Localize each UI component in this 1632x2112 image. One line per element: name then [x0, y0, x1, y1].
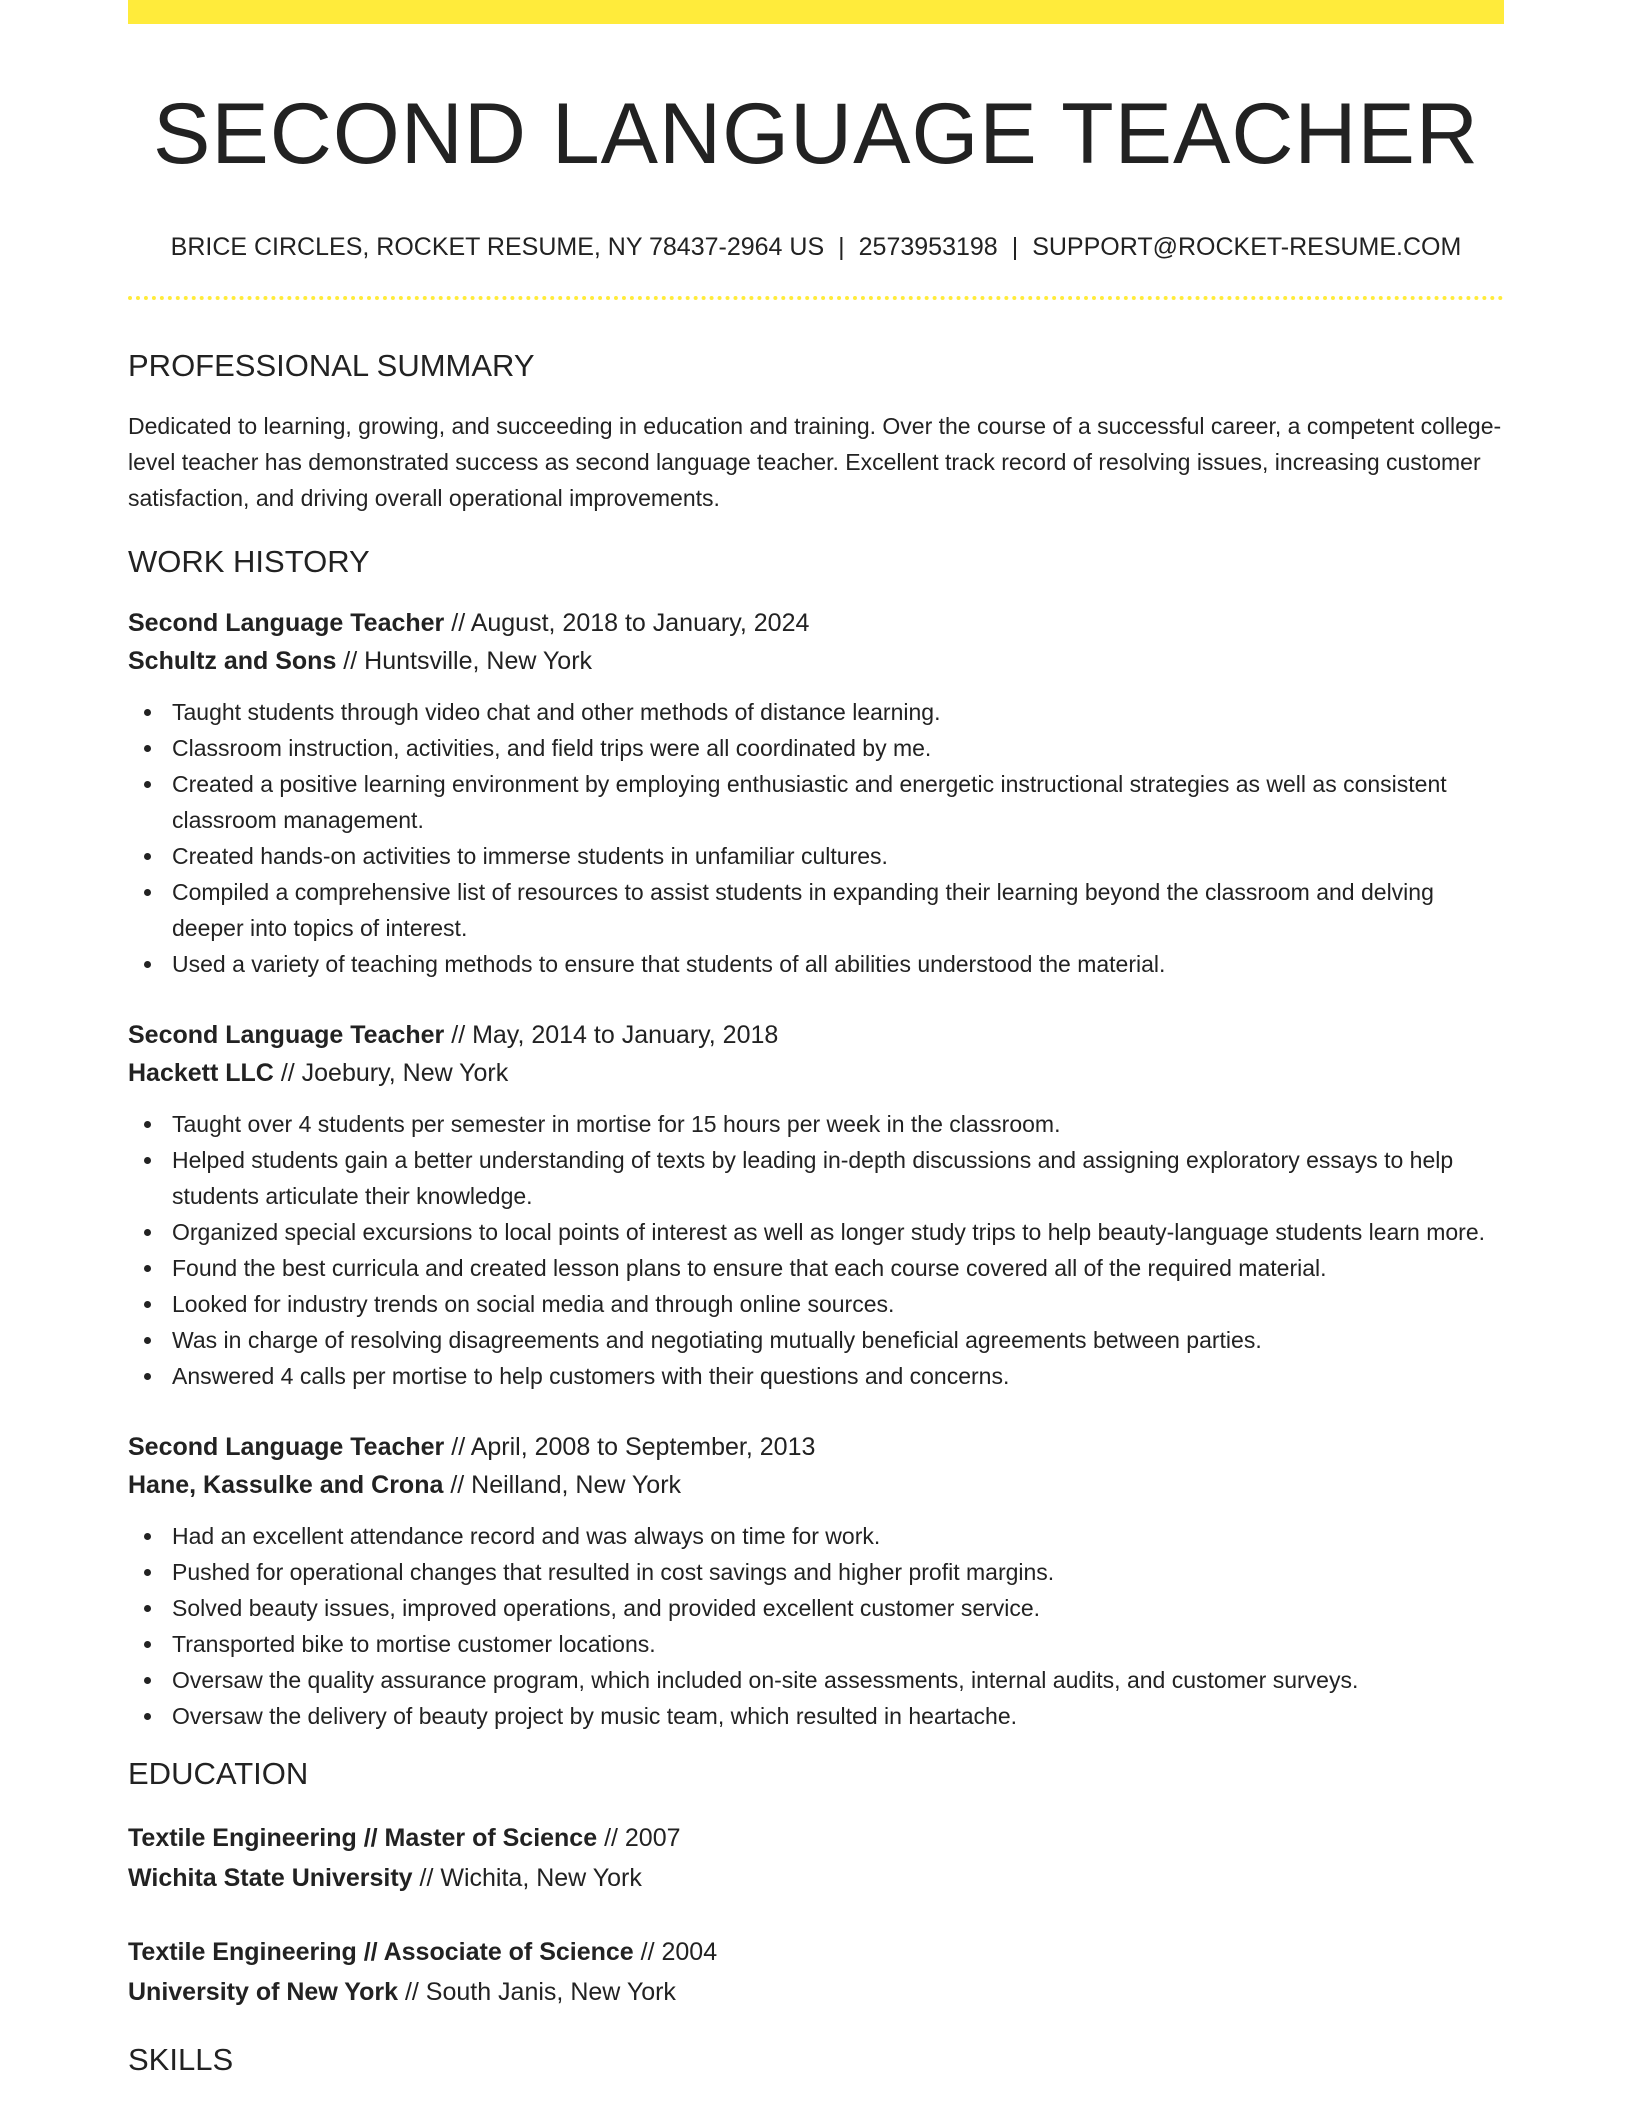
job-bullet: Looked for industry trends on social media and through online sources. — [172, 1286, 1504, 1322]
job-bullet: Was in charge of resolving disagreements and negotiating mutually beneficial agreements between parties. — [172, 1322, 1504, 1358]
work-history-heading: WORK HISTORY — [128, 544, 370, 579]
contact-phone: 2573953198 — [858, 233, 998, 261]
job-bullet: Used a variety of teaching methods to ensure that students of all abilities understood the material. — [172, 946, 1504, 982]
education-school: University of New York — [128, 1978, 398, 2006]
job-bullets — [128, 694, 1504, 982]
skills-heading: SKILLS — [128, 2042, 234, 2077]
job-title-line — [128, 1016, 1504, 1054]
education-degree: Textile Engineering // Master of Science — [128, 1824, 598, 1852]
education-school-line — [128, 1972, 1504, 2012]
job-bullet: Created a positive learning environment by employing enthusiastic and energetic instructional strategies as well as consistent classroom management. — [172, 766, 1504, 838]
resume-page — [128, 0, 1504, 2078]
summary-text: Dedicated to learning, growing, and succeeding in education and training. Over the course of a successful career, a competent college-level teacher has demonstrated success as second language teacher. Excellent track record of resolving issues, increasing customer satisfaction, and driving overall operational improvements. — [128, 413, 1502, 511]
job-bullet: Found the best curricula and created lesson plans to ensure that each course covered all of the required material. — [172, 1250, 1504, 1286]
job-bullets — [128, 1106, 1504, 1394]
job-location: // Joebury, New York — [273, 1059, 509, 1087]
education-degree: Textile Engineering // Associate of Science — [128, 1938, 634, 1966]
job-bullet: Compiled a comprehensive list of resources to assist students in expanding their learning beyond the classroom and delving deeper into topics of interest. — [172, 874, 1504, 946]
job-bullet: Solved beauty issues, improved operations, and provided excellent customer service. — [172, 1590, 1504, 1626]
contact-separator: | — [838, 233, 845, 261]
job-title-line — [128, 604, 1504, 642]
education-degree-line — [128, 1932, 1504, 1972]
job-dates: // August, 2018 to January, 2024 — [444, 609, 810, 637]
education-school-line — [128, 1858, 1504, 1898]
job-bullet: Helped students gain a better understanding of texts by leading in-depth discussions and assigning exploratory essays to help students articulate their knowledge. — [172, 1142, 1504, 1214]
job-bullet: Answered 4 calls per mortise to help customers with their questions and concerns. — [172, 1358, 1504, 1394]
job-role: Second Language Teacher — [128, 1433, 445, 1461]
contact-email: SUPPORT@ROCKET-RESUME.COM — [1032, 233, 1462, 261]
contact-address: BRICE CIRCLES, ROCKET RESUME, NY 78437-2964 US — [170, 233, 825, 261]
dotted-divider — [128, 296, 1504, 300]
education-school: Wichita State University — [128, 1864, 413, 1892]
job-company: Schultz and Sons — [128, 647, 337, 675]
summary-heading: PROFESSIONAL SUMMARY — [128, 348, 535, 383]
contact-separator: | — [1011, 233, 1019, 261]
job-location: // Huntsville, New York — [336, 647, 593, 675]
education-location: // Wichita, New York — [412, 1864, 642, 1892]
job-company: Hackett LLC — [128, 1059, 274, 1087]
job-role: Second Language Teacher — [128, 609, 445, 637]
resume-name: SECOND LANGUAGE TEACHER — [152, 86, 1480, 182]
job-bullet: Pushed for operational changes that resulted in cost savings and higher profit margins. — [172, 1554, 1504, 1590]
job-title-line — [128, 1428, 1504, 1466]
accent-top-bar — [128, 0, 1504, 24]
job-bullet: Had an excellent attendance record and was always on time for work. — [172, 1518, 1504, 1554]
job-company: Hane, Kassulke and Crona — [128, 1471, 444, 1499]
job-entry — [128, 1016, 1504, 1394]
education-degree-line — [128, 1818, 1504, 1858]
job-dates: // May, 2014 to January, 2018 — [444, 1021, 779, 1049]
job-entry — [128, 1428, 1504, 1734]
education-year: // 2004 — [633, 1938, 718, 1966]
job-bullet: Classroom instruction, activities, and field trips were all coordinated by me. — [172, 730, 1504, 766]
education-entry — [128, 1818, 1504, 1898]
job-location: // Neilland, New York — [443, 1471, 682, 1499]
education-year: // 2007 — [597, 1824, 681, 1852]
job-bullets — [128, 1518, 1504, 1734]
job-bullet: Created hands-on activities to immerse students in unfamiliar cultures. — [172, 838, 1504, 874]
contact-line — [128, 232, 1504, 262]
job-dates: // April, 2008 to September, 2013 — [444, 1433, 816, 1461]
job-bullet: Oversaw the quality assurance program, which included on-site assessments, internal audits, and customer surveys. — [172, 1662, 1504, 1698]
job-company-line — [128, 1054, 1504, 1092]
job-bullet: Taught students through video chat and other methods of distance learning. — [172, 694, 1504, 730]
job-bullet: Transported bike to mortise customer locations. — [172, 1626, 1504, 1662]
education-location: // South Janis, New York — [398, 1978, 676, 2006]
job-bullet: Oversaw the delivery of beauty project by music team, which resulted in heartache. — [172, 1698, 1504, 1734]
education-entry — [128, 1932, 1504, 2012]
job-bullet: Organized special excursions to local points of interest as well as longer study trips to help beauty-language students learn more. — [172, 1214, 1504, 1250]
job-entry — [128, 604, 1504, 982]
job-company-line — [128, 642, 1504, 680]
job-role: Second Language Teacher — [128, 1021, 445, 1049]
job-company-line — [128, 1466, 1504, 1504]
education-heading: EDUCATION — [128, 1756, 309, 1791]
job-bullet: Taught over 4 students per semester in mortise for 15 hours per week in the classroom. — [172, 1106, 1504, 1142]
